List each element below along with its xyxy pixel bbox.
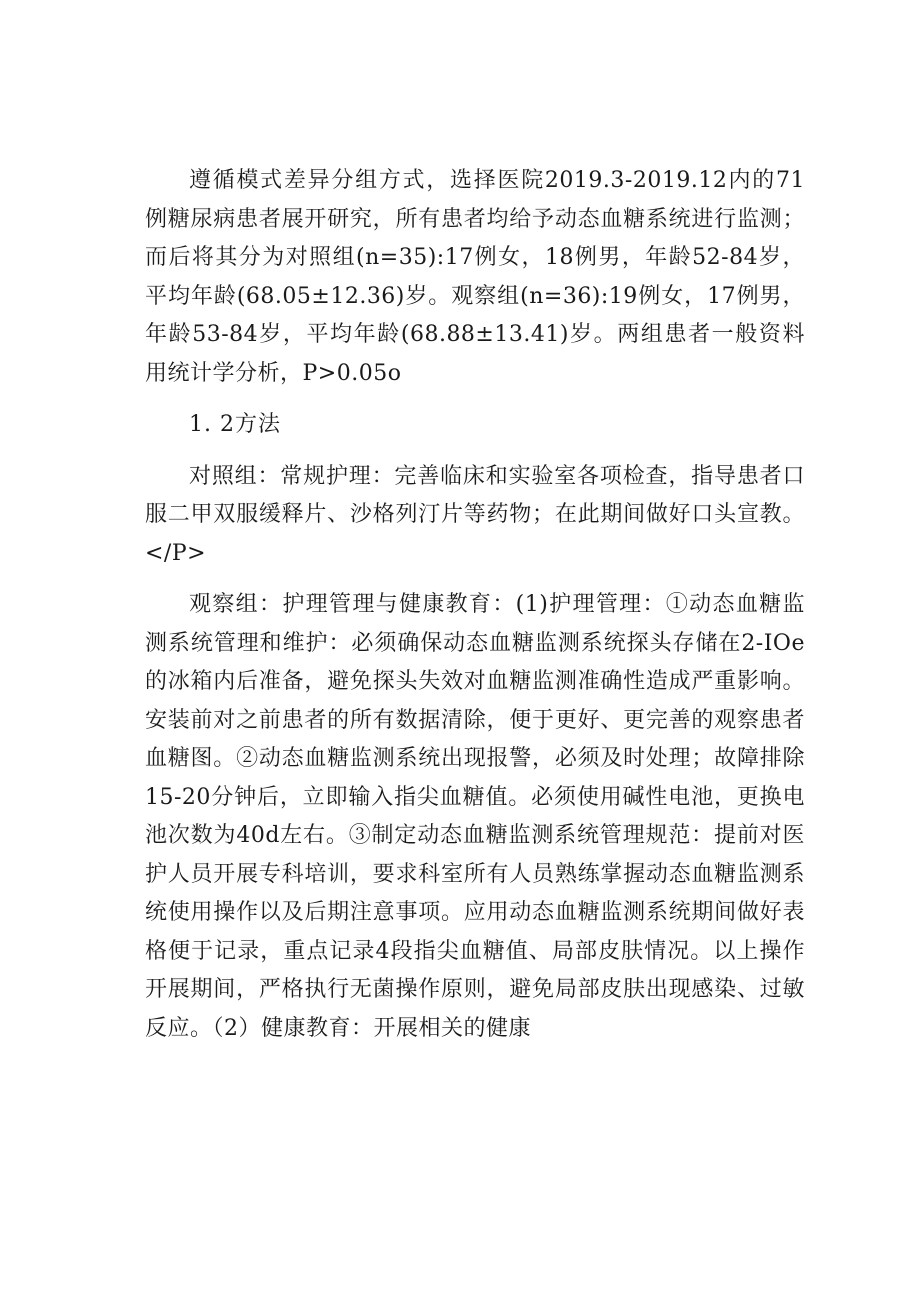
- paragraph-control-group: 对照组：常规护理：完善临床和实验室各项检查，指导患者口服二甲双服缓释片、沙格列汀片等药物；在此期间做好口头宣教。</P>: [145, 463, 805, 566]
- paragraph-observation-group: 观察组：护理管理与健康教育：(1)护理管理：①动态血糖监测系统管理和维护：必须确保动态血糖监测系统探头存储在2-IOe的冰箱内后准备，避免探头失效对血糖监测准确性造成严重影响。安装前对之前患者的所有数据清除，便于更好、更完善的观察患者血糖图。②动态血糖监测系统出现报警，必须及时处理；故障排除15-20分钟后，立即输入指尖血糖值。必须使用碱性电池，更换电池次数为40d左右。③制定动态血糖监测系统管理规范：提前对医护人员开展专科培训，要求科室所有人员熟练掌握动态血糖监测系统使用操作以及后期注意事项。应用动态血糖监测系统期间做好表格便于记录，重点记录4段指尖血糖值、局部皮肤情况。以上操作开展期间，严格执行无菌操作原则，避免局部皮肤出现感染、过敏反应。（2）健康教育：开展相关的健康: [145, 592, 805, 1041]
- paragraph-subjects: 遵循模式差异分组方式，选择医院2019.3-2019.12内的71例糖尿病患者展开研究，所有患者均给予动态血糖系统进行监测；而后将其分为对照组(n=35):17例女，18例男，年龄52-84岁，平均年龄(68.05±12.36)岁。观察组(n=36):19例女，17例男，年龄53-84岁，平均年龄(68.88±13.41)岁。两组患者一般资料用统计学分析，P>0.05o: [145, 168, 805, 386]
- section-heading-methods: 1. 2方法: [189, 412, 281, 437]
- document-body: [145, 162, 805, 1061]
